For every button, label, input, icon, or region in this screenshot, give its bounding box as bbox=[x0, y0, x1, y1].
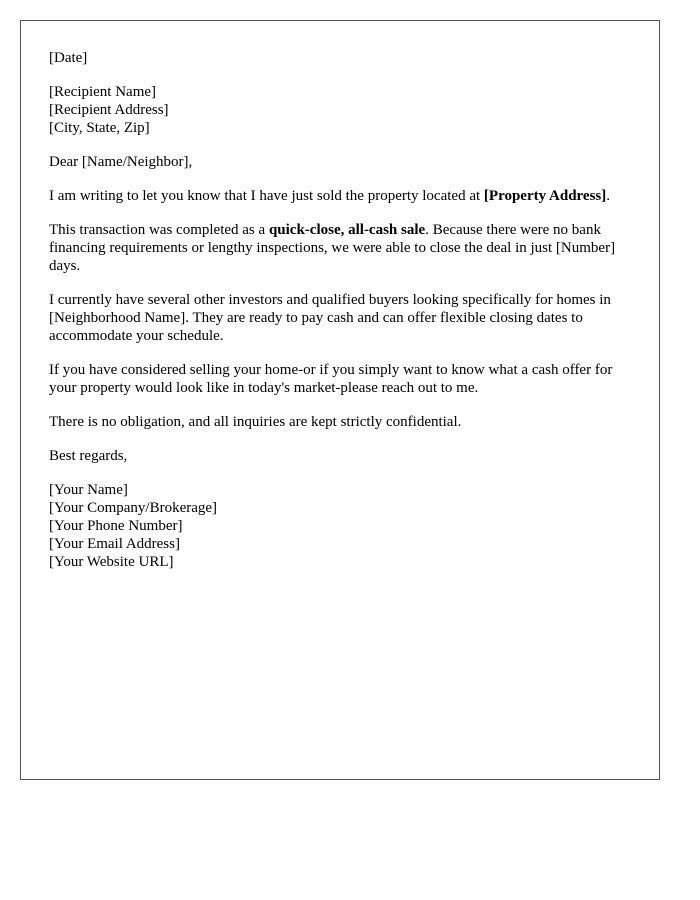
paragraph-1-text-before: I am writing to let you know that I have just sold the property located at bbox=[49, 188, 484, 204]
paragraph-investors: I currently have several other investors and qualified buyers looking specifically for homes in [Neighborhood Name]. They are ready to pay cash and can offer flexible closing dates to accommodate your schedule. bbox=[49, 292, 611, 344]
signature-company: [Your Company/Brokerage] bbox=[49, 500, 218, 516]
paragraph-property-sold bbox=[49, 187, 639, 205]
paragraph-1-text-after: . bbox=[606, 188, 611, 204]
signature-phone: [Your Phone Number] bbox=[49, 518, 183, 534]
signature-name: [Your Name] bbox=[49, 482, 128, 498]
letter-body bbox=[49, 49, 639, 587]
paragraph-2-text-before: This transaction was completed as a bbox=[49, 222, 269, 238]
property-address-bold: [Property Address] bbox=[483, 188, 607, 204]
recipient-block bbox=[49, 83, 639, 137]
date: [Date] bbox=[49, 50, 88, 66]
paragraph-consider-selling: If you have considered selling your home-or if you simply want to know what a cash offer for your property would look like in today's market-please reach out to me. bbox=[49, 362, 613, 396]
signature-block bbox=[49, 481, 639, 571]
paragraph-no-obligation: There is no obligation, and all inquiries are kept strictly confidential. bbox=[49, 414, 462, 430]
paragraph-transaction bbox=[49, 221, 639, 275]
letter-page bbox=[20, 20, 660, 780]
quick-close-bold: quick-close, all-cash sale bbox=[268, 222, 426, 238]
closing: Best regards, bbox=[49, 448, 128, 464]
recipient-city-state-zip: [City, State, Zip] bbox=[49, 120, 150, 136]
paragraph-2-text-after: . Because there were no bank financing requirements or lengthy inspections, we were able to close the deal in just [Number] days. bbox=[49, 222, 616, 274]
signature-email: [Your Email Address] bbox=[49, 536, 180, 552]
recipient-address: [Recipient Address] bbox=[49, 102, 169, 118]
date-line bbox=[49, 49, 639, 67]
signature-website: [Your Website URL] bbox=[49, 554, 174, 570]
recipient-name: [Recipient Name] bbox=[49, 84, 157, 100]
salutation: Dear [Name/Neighbor], bbox=[49, 154, 193, 170]
